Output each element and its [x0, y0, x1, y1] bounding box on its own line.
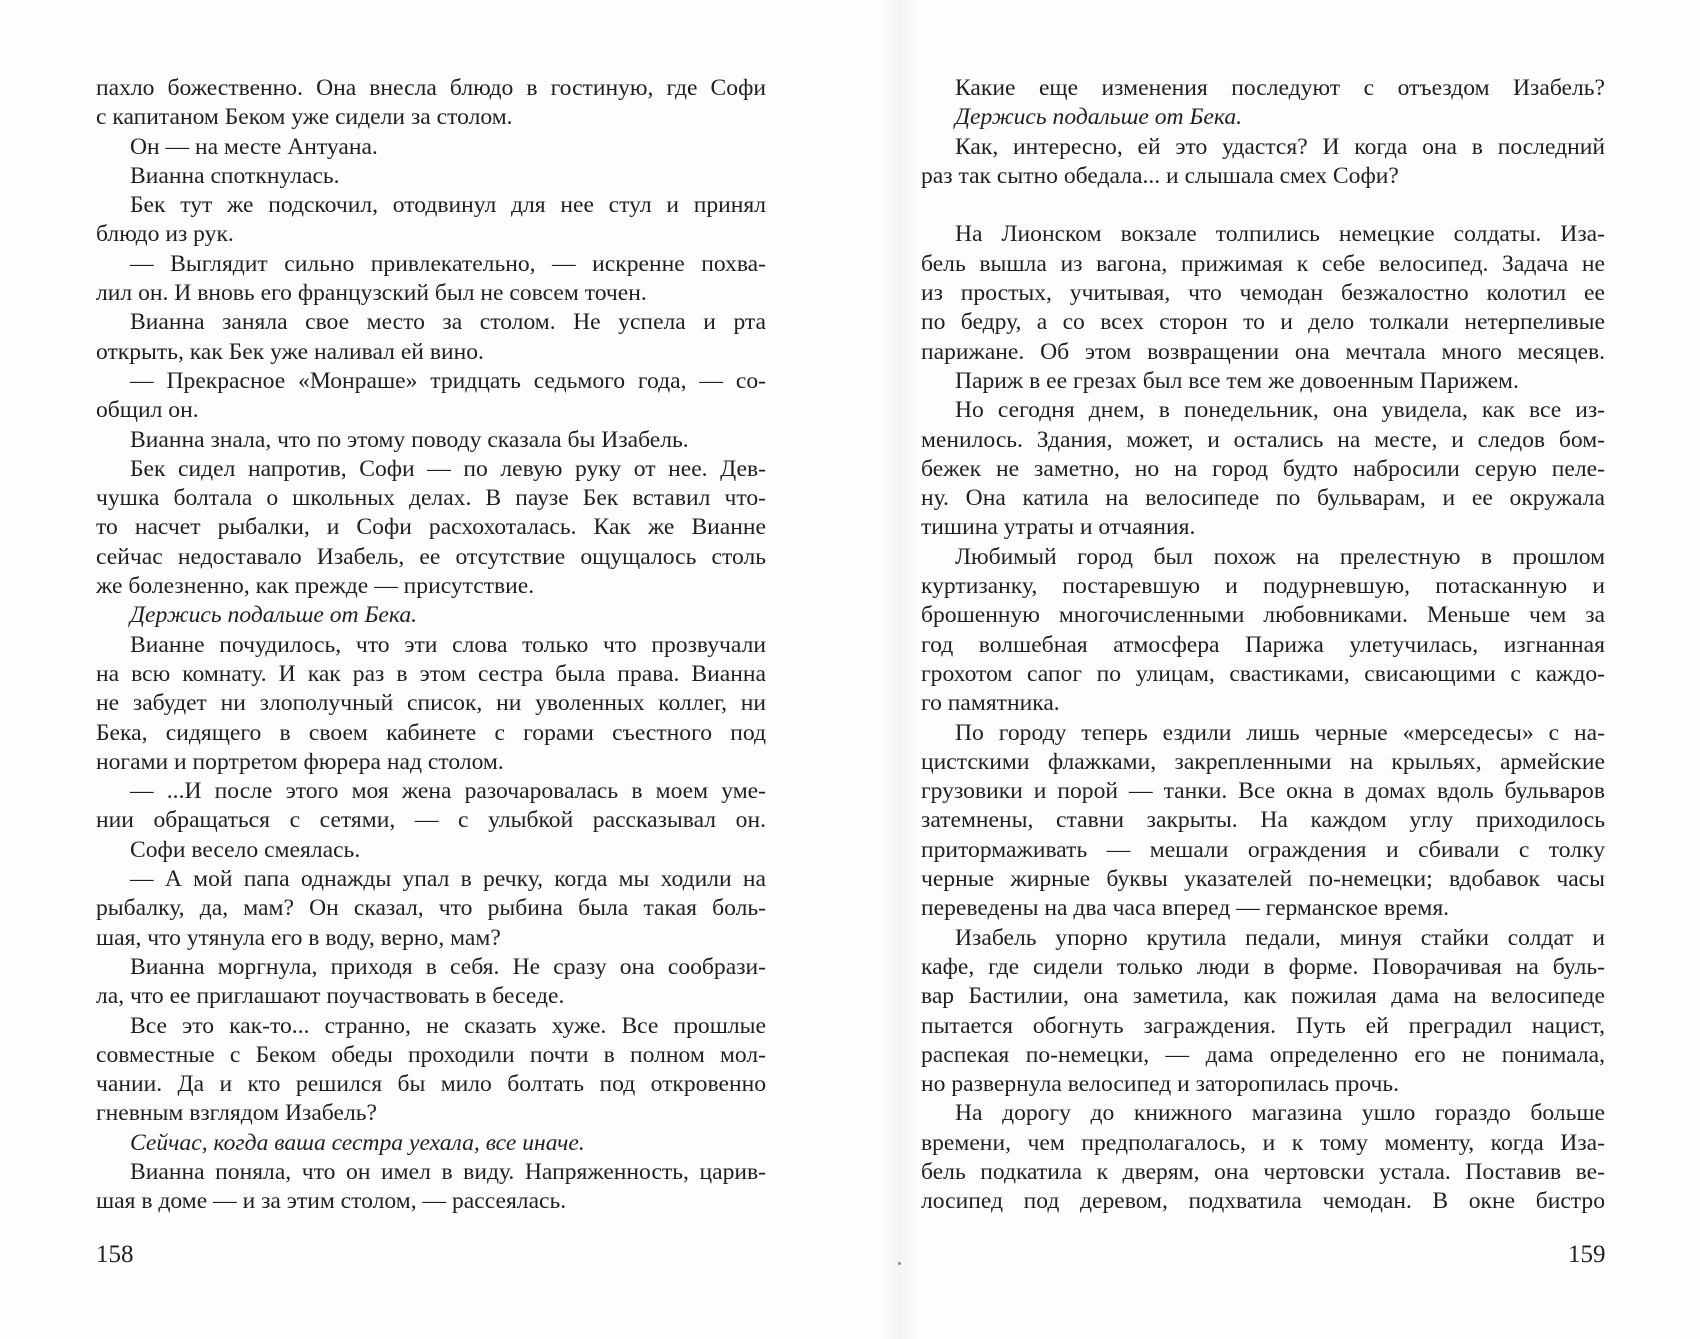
text-line: — ...И после этого моя жена разочаровалась в моем уме- — [130, 778, 766, 805]
text-line: Бек тут же подскочил, отодвинул для нее стул и принял — [130, 192, 766, 219]
text-line: по бедру, а со всех сторон то и дело толкали нетерпеливые — [921, 309, 1605, 336]
italic-text-line: Держись подальше от Бека. — [130, 602, 418, 629]
text-line: Он — на месте Антуана. — [130, 133, 378, 160]
text-line: переведены на два часа вперед — германское время. — [921, 895, 1450, 922]
text-line: шая в доме — и за этим столом, — рассеялась. — [96, 1188, 567, 1215]
text-line: менилось. Здания, может, и остались на месте, и следов бом- — [921, 426, 1605, 453]
text-line: цистскими флажками, закрепленными на крыльях, армейские — [921, 748, 1605, 775]
text-line: бель вышла из вагона, прижимая к себе велосипед. Задача не — [921, 250, 1605, 277]
text-line: открыть, как Бек уже наливал ей вино. — [96, 338, 484, 365]
text-line: Но сегодня днем, в понедельник, она увидела, как все из- — [955, 397, 1605, 424]
text-line: куртизанку, постаревшую и подурневшую, потасканную и — [921, 573, 1605, 600]
text-line: раз так сытно обедала... и слышала смех Софи? — [921, 162, 1399, 189]
text-line: бежек не заметно, но на город будто набросили серую пеле- — [921, 455, 1605, 482]
text-line: шая, что утянула его в воду, верно, мам? — [96, 924, 501, 951]
text-line: Вианна споткнулась. — [130, 162, 340, 189]
italic-text-line: Держись подальше от Бека. — [955, 104, 1243, 131]
text-line: брошенную многочисленными любовниками. Меньше чем за — [921, 602, 1605, 629]
text-line: блюдо из рук. — [96, 221, 234, 248]
text-line: Париж в ее грезах был все тем же довоенным Парижем. — [955, 367, 1519, 394]
text-line: бель подкатила к дверям, она чертовски устала. Поставив ве- — [921, 1158, 1605, 1185]
text-line: распекая по-немецки, — дама определенно его не понимала, — [921, 1041, 1605, 1068]
text-line: Любимый город был похож на прелестную в прошлом — [955, 543, 1605, 570]
text-line: же болезненно, как прежде — присутствие. — [96, 573, 535, 600]
text-line: черные жирные буквы указателей по-немецки; вдобавок часы — [921, 866, 1605, 893]
text-line: Софи весело смеялась. — [130, 836, 361, 863]
text-line: го памятника. — [921, 690, 1060, 717]
text-line: то насчет рыбалки, и Софи расхохоталась. Как же Вианне — [96, 514, 766, 541]
text-line: На Лионском вокзале толпились немецкие солдаты. Иза- — [955, 221, 1605, 248]
text-line: — А мой папа однажды упал в речку, когда мы ходили на — [130, 866, 766, 893]
text-line: вар Бастилии, она заметила, как пожилая дама на велосипеде — [921, 983, 1605, 1010]
text-line: чании. Да и кто решился бы мило болтать под откровенно — [96, 1071, 766, 1098]
section-break — [921, 191, 1605, 220]
text-line: с капитаном Беком уже сидели за столом. — [96, 104, 513, 131]
text-line: Как, интересно, ей это удастся? И когда она в последний — [955, 133, 1605, 160]
text-line: Изабель упорно крутила педали, минуя стайки солдат и — [955, 924, 1605, 951]
text-line: Вианна знала, что по этому поводу сказала бы Изабель. — [130, 426, 689, 453]
text-line: Вианна поняла, что он имел в виду. Напряженность, царив- — [130, 1158, 766, 1185]
text-line: рыбалку, да, мам? Он сказал, что рыбина была такая боль- — [96, 895, 766, 922]
text-line: тишина утраты и отчаяния. — [921, 514, 1196, 541]
text-line: — Прекрасное «Монраше» тридцать седьмого года, — со- — [130, 367, 766, 394]
text-line: совместные с Беком обеды проходили почти в полном мол- — [96, 1041, 766, 1068]
text-line: на всю комнату. И как раз в этом сестра была права. Вианна — [96, 660, 766, 687]
text-line: пахло божественно. Она внесла блюдо в гостиную, где Софи — [96, 75, 766, 101]
text-line: ла, что ее приглашают поучаствовать в беседе. — [96, 983, 565, 1010]
text-line: — Выглядит сильно привлекательно, — искренне похва- — [130, 250, 766, 277]
text-line: парижане. Об этом возвращении она мечтала много месяцев. — [921, 338, 1605, 365]
text-line: не забудет ни злополучный список, ни уволенных коллег, ни — [96, 690, 766, 717]
text-line: год волшебная атмосфера Парижа улетучилась, изгнанная — [921, 631, 1605, 658]
text-line: ну. Она катила на велосипеде по бульварам, и ее окружала — [921, 485, 1605, 512]
text-line: кафе, где сидели только люди в форме. Поворачивая на буль- — [921, 953, 1605, 980]
text-line: общил он. — [96, 397, 199, 424]
text-line: но развернула велосипед и заторопилась прочь. — [921, 1071, 1399, 1098]
text-line: времени, чем предполагалось, и к тому моменту, когда Иза- — [921, 1129, 1605, 1156]
text-line: сейчас недоставало Изабель, ее отсутствие ощущалось столь — [96, 543, 766, 570]
text-line: По городу теперь ездили лишь черные «мерседесы» с на- — [955, 719, 1605, 746]
text-line: ногами и портретом фюрера над столом. — [96, 748, 504, 775]
text-line: лосипед под деревом, подхватила чемодан. В окне бистро — [921, 1188, 1605, 1215]
text-line: пытается обогнуть заграждения. Путь ей преградил нацист, — [921, 1012, 1605, 1039]
text-line: чушка болтала о школьных делах. В паузе Бек вставил что- — [96, 485, 766, 512]
text-line: нии обращаться с сетями, — с улыбкой рассказывал он. — [96, 807, 766, 834]
italic-text-line: Сейчас, когда ваша сестра уехала, все иначе. — [130, 1129, 585, 1156]
text-line: грохотом сапог по улицам, свастиками, свисающими с каждо- — [921, 660, 1605, 687]
right-page-number: 159 — [1568, 1241, 1606, 1268]
left-page-number: 158 — [96, 1241, 134, 1268]
text-line: лил он. И вновь его французский был не совсем точен. — [96, 280, 647, 307]
text-line: затемнены, ставни закрыты. На каждом углу приходилось — [921, 807, 1605, 834]
book-gutter — [880, 0, 920, 1339]
right-page-text — [921, 74, 1605, 1217]
text-line: гневным взглядом Изабель? — [96, 1100, 377, 1127]
text-line: притормаживать — мешали ограждения и сбивали с толку — [921, 836, 1605, 863]
text-line: Какие еще изменения последуют с отъездом Изабель? — [955, 75, 1605, 101]
text-line: Бека, сидящего в своем кабинете с горами съестного под — [96, 719, 766, 746]
gutter-mark — [898, 1262, 901, 1265]
text-line: Вианне почудилось, что эти слова только что прозвучали — [130, 631, 766, 658]
text-line: из простых, учитывая, что чемодан безжалостно колотил ее — [921, 280, 1605, 307]
text-line: Бек сидел напротив, Софи — по левую руку от нее. Дев- — [130, 455, 766, 482]
text-line: Вианна моргнула, приходя в себя. Не сразу она сообрази- — [130, 953, 766, 980]
text-line: На дорогу до книжного магазина ушло гораздо больше — [955, 1100, 1605, 1127]
text-line: Вианна заняла свое место за столом. Не успела и рта — [130, 309, 766, 336]
left-page-text — [96, 74, 766, 1217]
text-line: Все это как-то... странно, не сказать хуже. Все прошлые — [130, 1012, 766, 1039]
text-line: грузовики и порой — танки. Все окна в домах вдоль бульваров — [921, 778, 1605, 805]
